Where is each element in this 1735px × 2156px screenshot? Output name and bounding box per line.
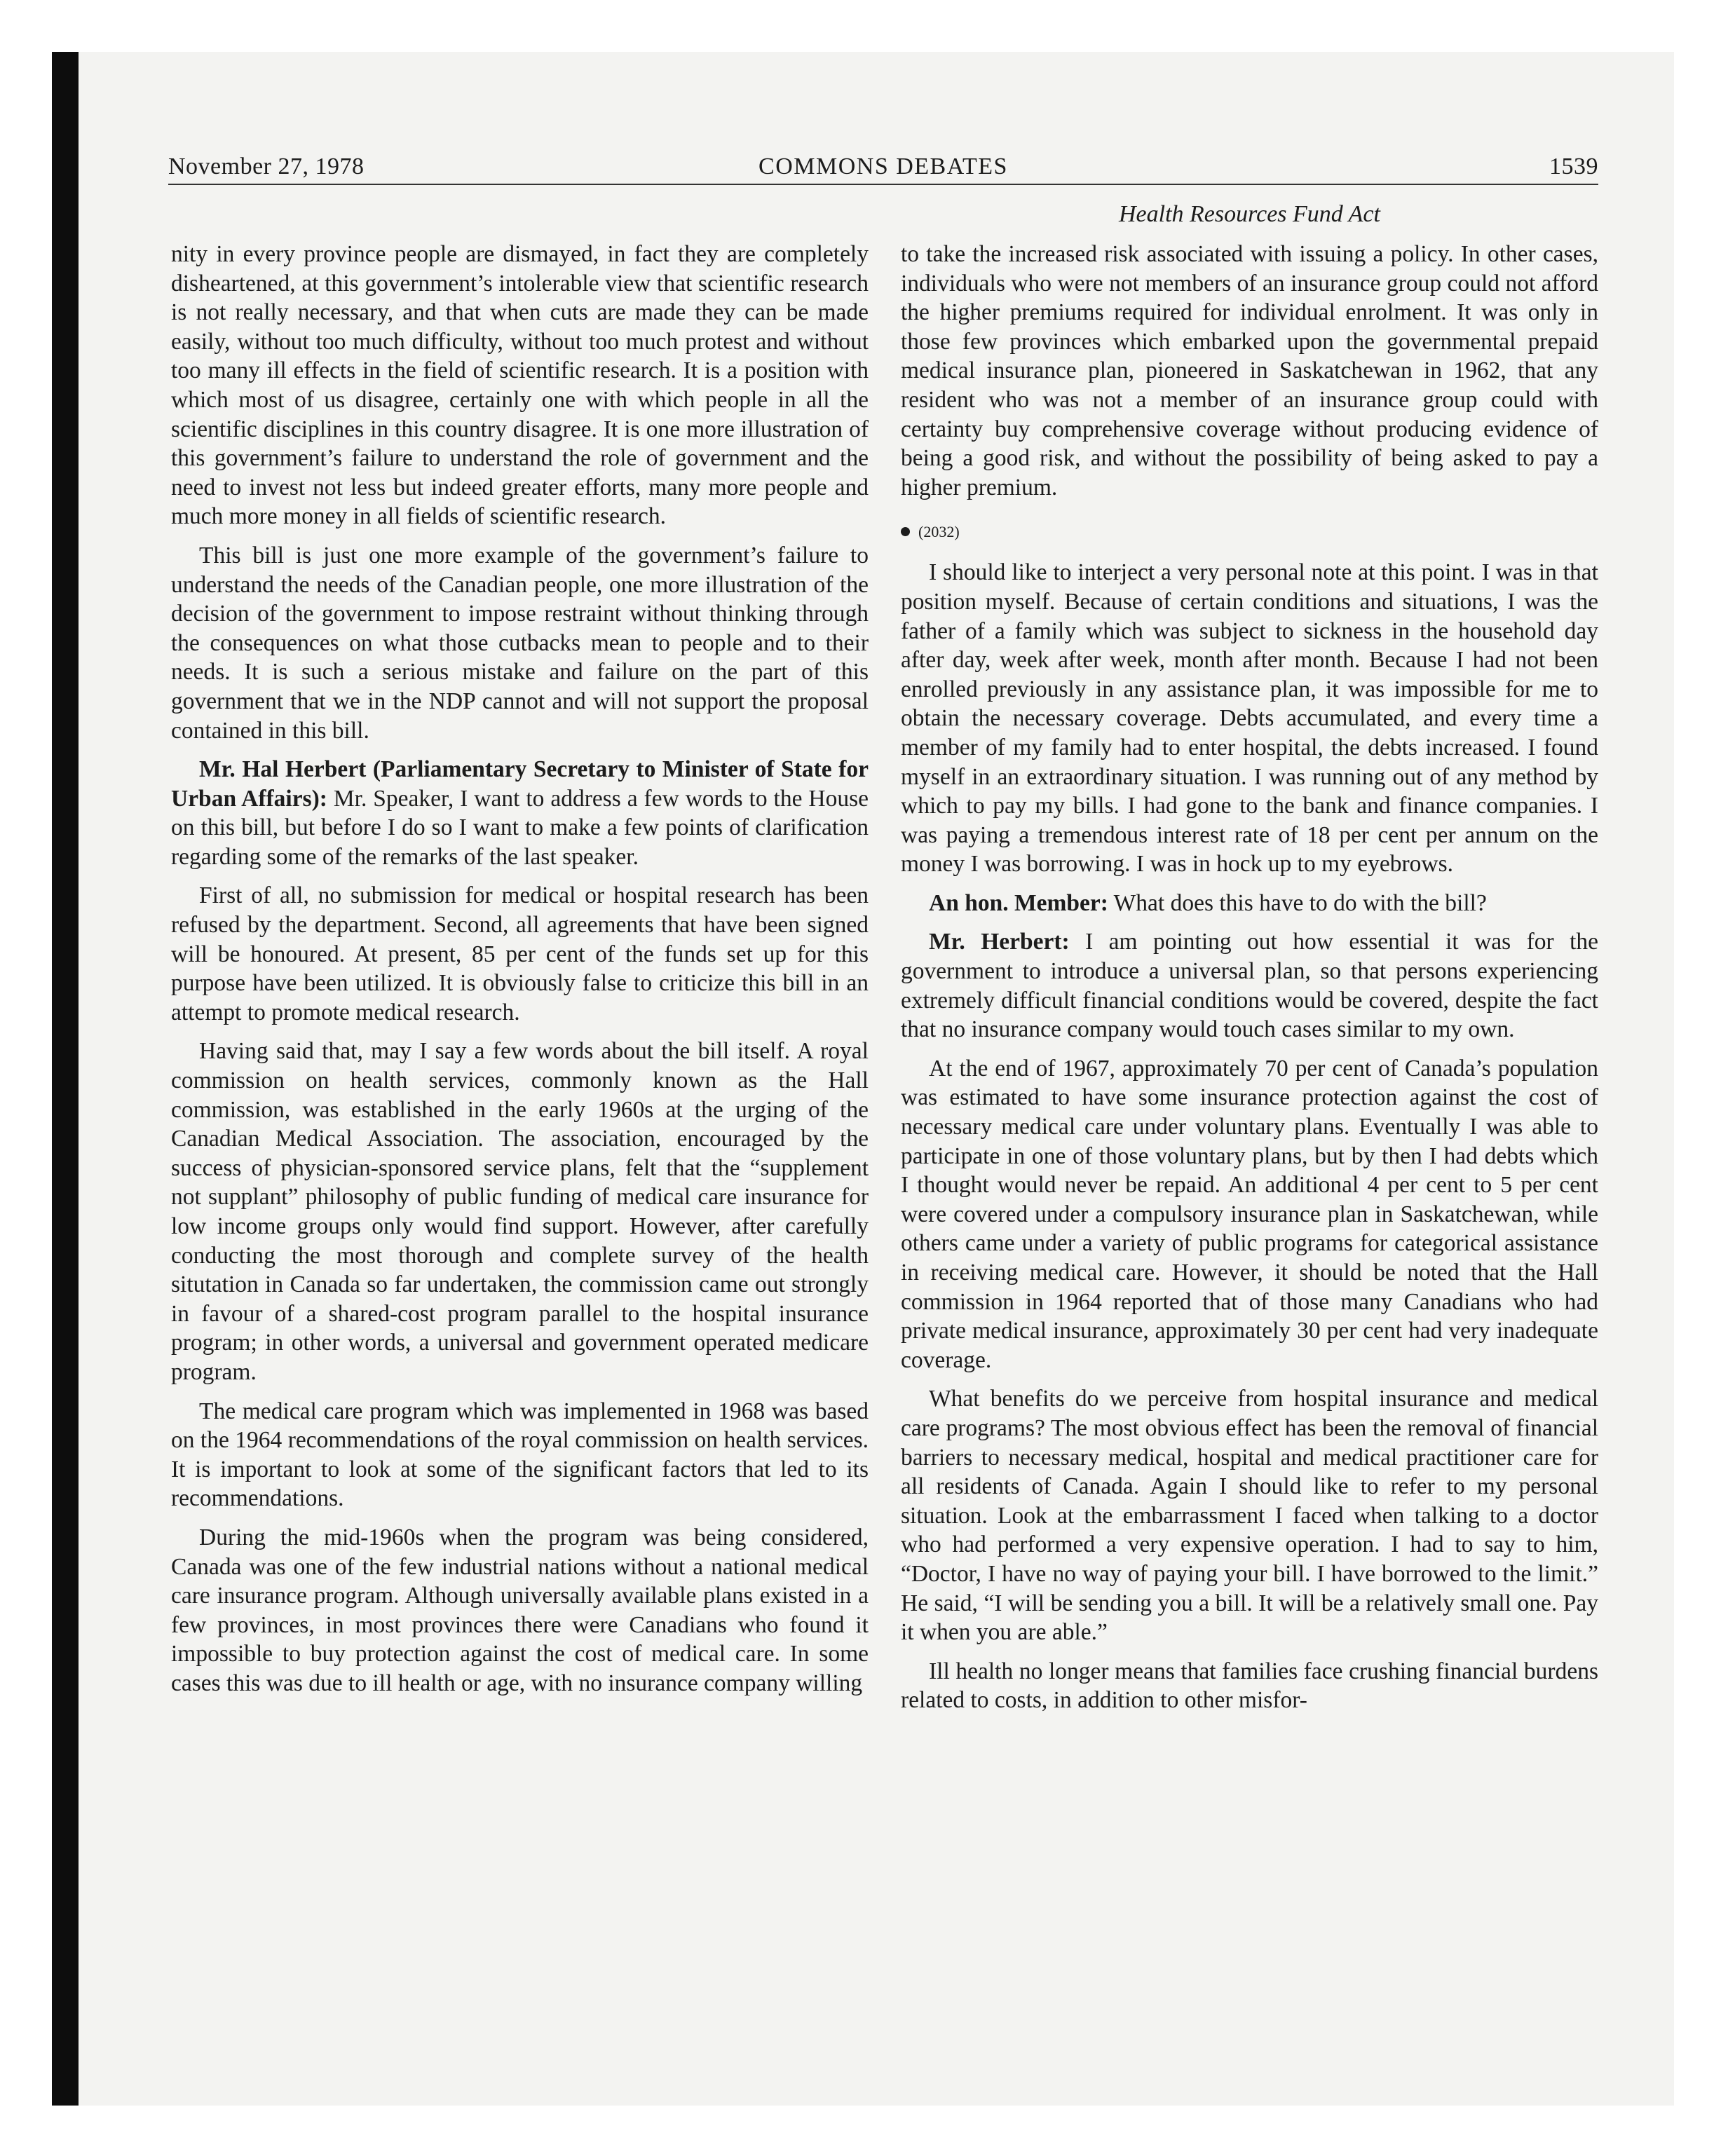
paragraph: to take the increased risk associated with issuing a policy. In other cases, individuals who were not members of an insurance group could not afford the higher premiums required for individual enrolment. It was only in those few provinces which embarked upon the governmental prepaid medical insurance plan, pioneered in Saskatchewan in 1962, that any resident who was not a member of an insurance group could with certainty buy comprehensive coverage without producing evidence of being a good risk, and without the possibility of being asked to pay a higher premium. xyxy=(901,241,1598,500)
paragraph: The medical care program which was implemented in 1968 was based on the 1964 recommendations of the royal commission on health services. It is important to look at some of the significant factors that led to its recommendations. xyxy=(171,1398,869,1512)
left-column xyxy=(171,240,869,1708)
speaker-name: Mr. Herbert: xyxy=(929,929,1070,955)
paragraph: I should like to interject a very personal note at this point. I was in that position myself. Because of certain conditions and situations, I was the father of a family which was subject to sickness in the household day after day, week after week, month after month. Because I had not been enrolled previously in any assistance plan, it was impossible for me to obtain the necessary coverage. Debts accumulated, and every time a member of my family had to enter hospital, the debts increased. I found myself in an extraordinary situation. I was running out of any method by which to pay my bills. I had gone to the bank and finance companies. I was paying a tremendous interest rate of 18 per cent per annum on the money I was borrowing. I was in hock up to my eyebrows. xyxy=(901,559,1598,878)
paragraph: nity in every province people are dismayed, in fact they are completely disheartened, at this government’s intolerable view that scientific research is not really necessary, and that when cuts are made they can be made easily, without too much difficulty, without too much protest and without too many ill effects in the field of scientific research. It is a position with which most of us disagree, certainly one with which people in all the scientific disciplines in this country disagree. It is one more illustration of this government’s failure to understand the role of government and the need to invest not less but indeed greater efforts, many more people and much more money in all fields of scientific research. xyxy=(171,241,869,530)
bullet-icon xyxy=(901,527,910,536)
speech-paragraph xyxy=(171,755,869,871)
speech-text: I am pointing out how essential it was for the government to introduce a universal plan, so that persons experiencing extremely difficult financial conditions would be covered, despite the fact that no insurance company would touch cases similar to my own. xyxy=(901,929,1598,1043)
paragraph: What benefits do we perceive from hospital insurance and medical care programs? The most obvious effect has been the removal of financial barriers to necessary medical, hospital and medical practitioner care for all residents of Canada. Again I should like to refer to my personal situation. Look at the embarrassment I faced when talking to a doctor who had performed a very expensive operation. I had to say to him, “Doctor, I have no way of paying your bill. I have borrowed to the limit.” He said, “I will be sending you a bill. It will be a relatively small one. Pay it when you are able.” xyxy=(901,1386,1598,1646)
header-date: November 27, 1978 xyxy=(168,153,365,179)
scan-edge-shadow xyxy=(52,52,79,2106)
header-publication: COMMONS DEBATES xyxy=(758,153,1008,179)
act-title: Health Resources Fund Act xyxy=(1119,201,1380,227)
speaker-name: An hon. Member: xyxy=(929,889,1108,916)
right-column xyxy=(901,240,1598,1725)
timestamp-text: (2032) xyxy=(918,523,960,541)
header-page-number: 1539 xyxy=(1549,153,1598,179)
paragraph: Ill health no longer means that families face crushing financial burdens related to costs, in addition to other misfor- xyxy=(901,1658,1598,1714)
speech-paragraph xyxy=(901,889,1598,918)
speech-text: What does this have to do with the bill? xyxy=(1108,889,1487,916)
speaker-name: Mr. Hal Herbert (Parliamentary Secretary to Minister of State for Urban Affairs): xyxy=(171,756,869,812)
paragraph: First of all, no submission for medical or hospital research has been refused by the department. Second, all agreements that have been signed will be honoured. At present, 85 per cent of the funds set up for this purpose have been utilized. It is obviously false to criticize this bill in an attempt to promote medical research. xyxy=(171,882,869,1025)
time-marker xyxy=(901,521,1598,543)
paragraph: This bill is just one more example of the government’s failure to understand the needs of the Canadian people, one more illustration of the decision of the government to impose restraint without thinking through the consequences on what those cutbacks mean to people and to their needs. It is such a serious mistake and failure on the part of this government that we in the NDP cannot and will not support the proposal contained in this bill. xyxy=(171,542,869,744)
speech-paragraph xyxy=(901,927,1598,1044)
paragraph: At the end of 1967, approximately 70 per cent of Canada’s population was estimated to have some insurance protection against the cost of necessary medical care under voluntary plans. Eventually I was able to participate in one of those voluntary plans, but by then I had debts which I thought would never be repaid. An additional 4 per cent to 5 per cent were covered under a compulsory insurance plan in Saskatchewan, while others came under a variety of public programs for categorical assistance in receiving medical care. However, it should be noted that the Hall commission in 1964 reported that of those many Canadians who had private medical insurance, approximately 30 per cent had very inadequate coverage. xyxy=(901,1055,1598,1373)
speech-text: Mr. Speaker, I want to address a few words to the House on this bill, but before I do so I want to make a few points of clarification regarding some of the remarks of the last speaker. xyxy=(171,785,869,870)
paragraph: During the mid-1960s when the program was being considered, Canada was one of the few industrial nations without a national medical care insurance program. Although universally available plans existed in a few provinces, in most provinces there were Canadians who found it impossible to buy protection against the cost of medical care. In some cases this was due to ill health or age, with no insurance company willing xyxy=(171,1524,869,1696)
paragraph: Having said that, may I say a few words about the bill itself. A royal commission on health services, commonly known as the Hall commission, was established in the early 1960s at the urging of the Canadian Medical Association. The association, encouraged by the success of physician-sponsored service plans, felt that the “supplement not supplant” philosophy of public funding of medical care insurance for low income groups only would find support. However, after carefully conducting the most thorough and complete survey of the health situtation in Canada so far undertaken, the commission came out strongly in favour of a shared-cost program parallel to the hospital insurance program; in other words, a universal and government operated medicare program. xyxy=(171,1038,869,1385)
running-header xyxy=(168,150,1598,185)
